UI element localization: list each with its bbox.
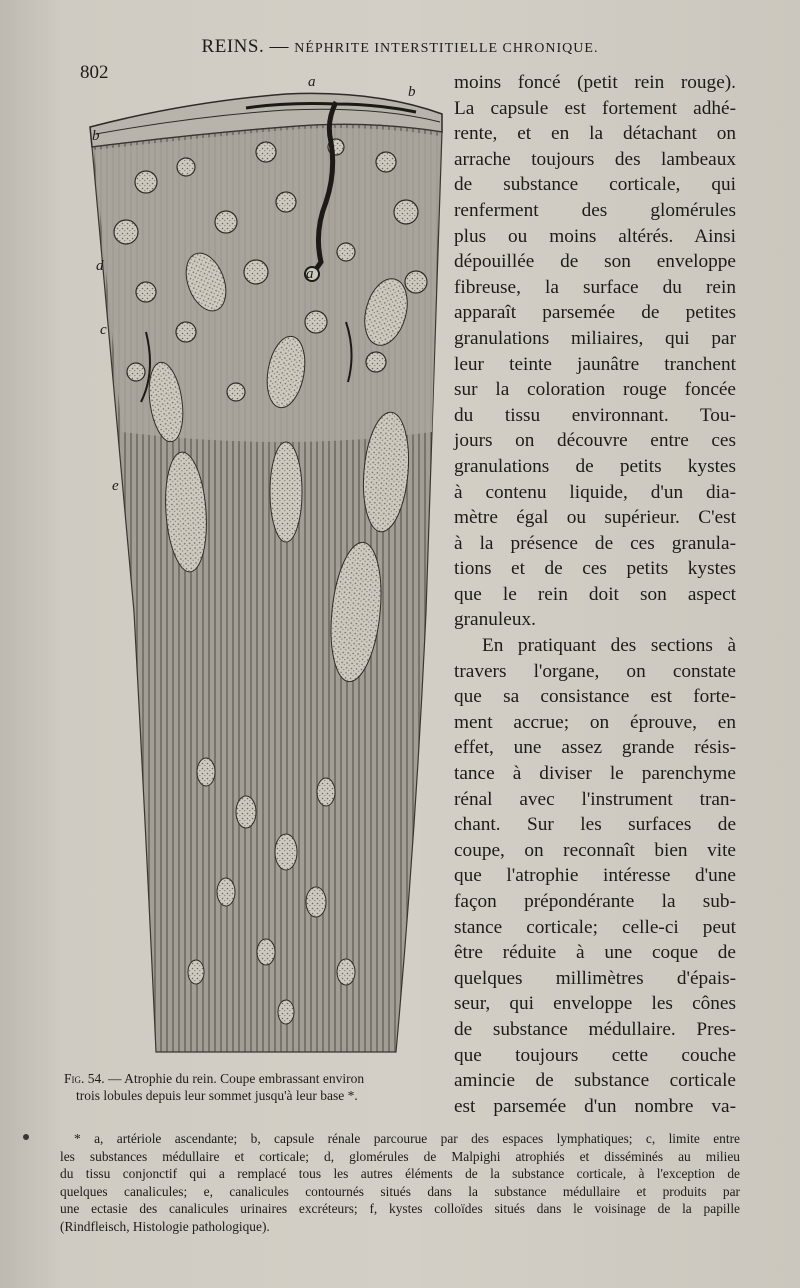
- text-line: fibreuse, la surface du rein: [454, 276, 736, 298]
- kidney-section-illustration: [86, 72, 446, 1062]
- text-line: amincie de substance corticale: [454, 1070, 736, 1092]
- text-line: dépouillée de son enveloppe: [454, 251, 736, 273]
- text-line: leur teinte jaunâtre tranchent: [454, 353, 736, 375]
- text-line: arrache toujours des lambeaux: [454, 148, 736, 170]
- figure-label-a-lower: a: [306, 266, 314, 282]
- header-sub: NÉPHRITE INTERSTITIELLE CHRONIQUE.: [294, 41, 599, 56]
- figure-label-a-top: a: [308, 74, 316, 90]
- text-line: que sa consistance est forte-: [454, 686, 736, 708]
- figure-caption: [60, 1070, 450, 1104]
- text-line: rénal avec l'instrument tran-: [454, 788, 736, 810]
- text-line: que l'atrophie intéresse d'une: [454, 865, 736, 887]
- text-line: rente, et en la détachant on: [454, 123, 736, 145]
- text-line: apparaît parsemée de petites: [454, 302, 736, 324]
- figure-caption-line2: trois lobules depuis leur sommet jusqu'à leur base *.: [76, 1088, 358, 1103]
- body-paragraph-1: [454, 70, 736, 633]
- text-line: chant. Sur les surfaces de: [454, 814, 736, 836]
- text-line: sur la coloration rouge foncée: [454, 379, 736, 401]
- figure-label-e: e: [112, 478, 119, 494]
- figure-label-d: d: [96, 258, 104, 274]
- footnote: [60, 1130, 740, 1236]
- header-dash: —: [269, 36, 289, 57]
- text-line: du tissu environnant. Tou-: [454, 404, 736, 426]
- text-line: effet, une assez grande résis-: [454, 737, 736, 759]
- text-line: granulations miliaires, qui par: [454, 327, 736, 349]
- text-line: renferment des glomérules: [454, 199, 736, 221]
- figure-label-c: c: [100, 322, 107, 338]
- text-line: stance corticale; celle-ci peut: [454, 916, 736, 938]
- text-line: à la présence de ces granula-: [454, 532, 736, 554]
- text-line: façon prépondérante la sub-: [454, 891, 736, 912]
- text-line: est parsemée d'un nombre va-: [454, 1095, 736, 1117]
- text-line: moins foncé (petit rein rouge).: [454, 72, 736, 93]
- text-line: que le rein doit son aspect: [454, 583, 736, 605]
- text-line: granulations de petits kystes: [454, 455, 736, 477]
- figure-label-b-left: b: [92, 128, 100, 144]
- text-line: de substance médullaire. Pres-: [454, 1018, 736, 1040]
- text-line: plus ou moins altérés. Ainsi: [454, 225, 736, 247]
- figure-label-b-right: b: [408, 84, 416, 100]
- margin-bullet: [23, 1134, 29, 1140]
- footnote-line: une ectasie des canalicules urinaires excréteurs; f, kystes colloïdes situés dans le voisinage de la papille: [60, 1201, 740, 1217]
- text-line: La capsule est fortement adhé-: [454, 97, 736, 119]
- text-line: granuleux.: [454, 609, 536, 631]
- text-line: seur, qui enveloppe les cônes: [454, 993, 736, 1015]
- footnote-line: * a, artériole ascendante; b, capsule rénale parcourue par des espaces lymphatiques; c, limite entre: [74, 1131, 740, 1146]
- footnote-line: les substances médullaire et corticale; d, glomérules de Malpighi atrophiés et disséminés au milieu: [60, 1148, 740, 1164]
- text-line: quelques millimètres d'épais-: [454, 967, 736, 989]
- text-line: à contenu liquide, d'un dia-: [454, 481, 736, 503]
- footnote-line: du tissu conjonctif qui a remplacé tous les autres éléments de la substance corticale, à l'exception de: [60, 1166, 740, 1182]
- text-line: mètre égal ou supérieur. C'est: [454, 507, 736, 529]
- text-line: de substance corticale, qui: [454, 174, 736, 196]
- header-main: REINS.: [201, 36, 265, 57]
- figure-drawing: [86, 72, 446, 1062]
- text-line: être réduite à une coque de: [454, 942, 736, 964]
- page-number: 802: [80, 62, 109, 83]
- text-line: ment accrue; on éprouve, en: [454, 711, 736, 733]
- text-line: tance à diviser le parenchyme: [454, 763, 736, 785]
- text-line: tions et de ces petits kystes: [454, 558, 736, 580]
- text-line: que toujours cette couche: [454, 1044, 736, 1066]
- text-line: En pratiquant des sections à: [482, 635, 736, 657]
- running-header: [0, 36, 800, 58]
- footnote-line: quelques canalicules; e, canalicules contournés situés dans la substance médullaire et produits par: [60, 1183, 740, 1199]
- figure-caption-line1: — Atrophie du rein. Coupe embrassant environ: [108, 1071, 365, 1086]
- text-line: jours on découvre entre ces: [454, 430, 736, 452]
- body-paragraph-2: [454, 633, 736, 1119]
- body-text-column: [454, 70, 736, 1119]
- text-line: coupe, on reconnaît bien vite: [454, 839, 736, 861]
- footnote-line: (Rindfleisch, Histologie pathologique).: [60, 1218, 270, 1234]
- figure-caption-label: Fig. 54.: [64, 1071, 105, 1086]
- text-line: travers l'organe, on constate: [454, 660, 736, 682]
